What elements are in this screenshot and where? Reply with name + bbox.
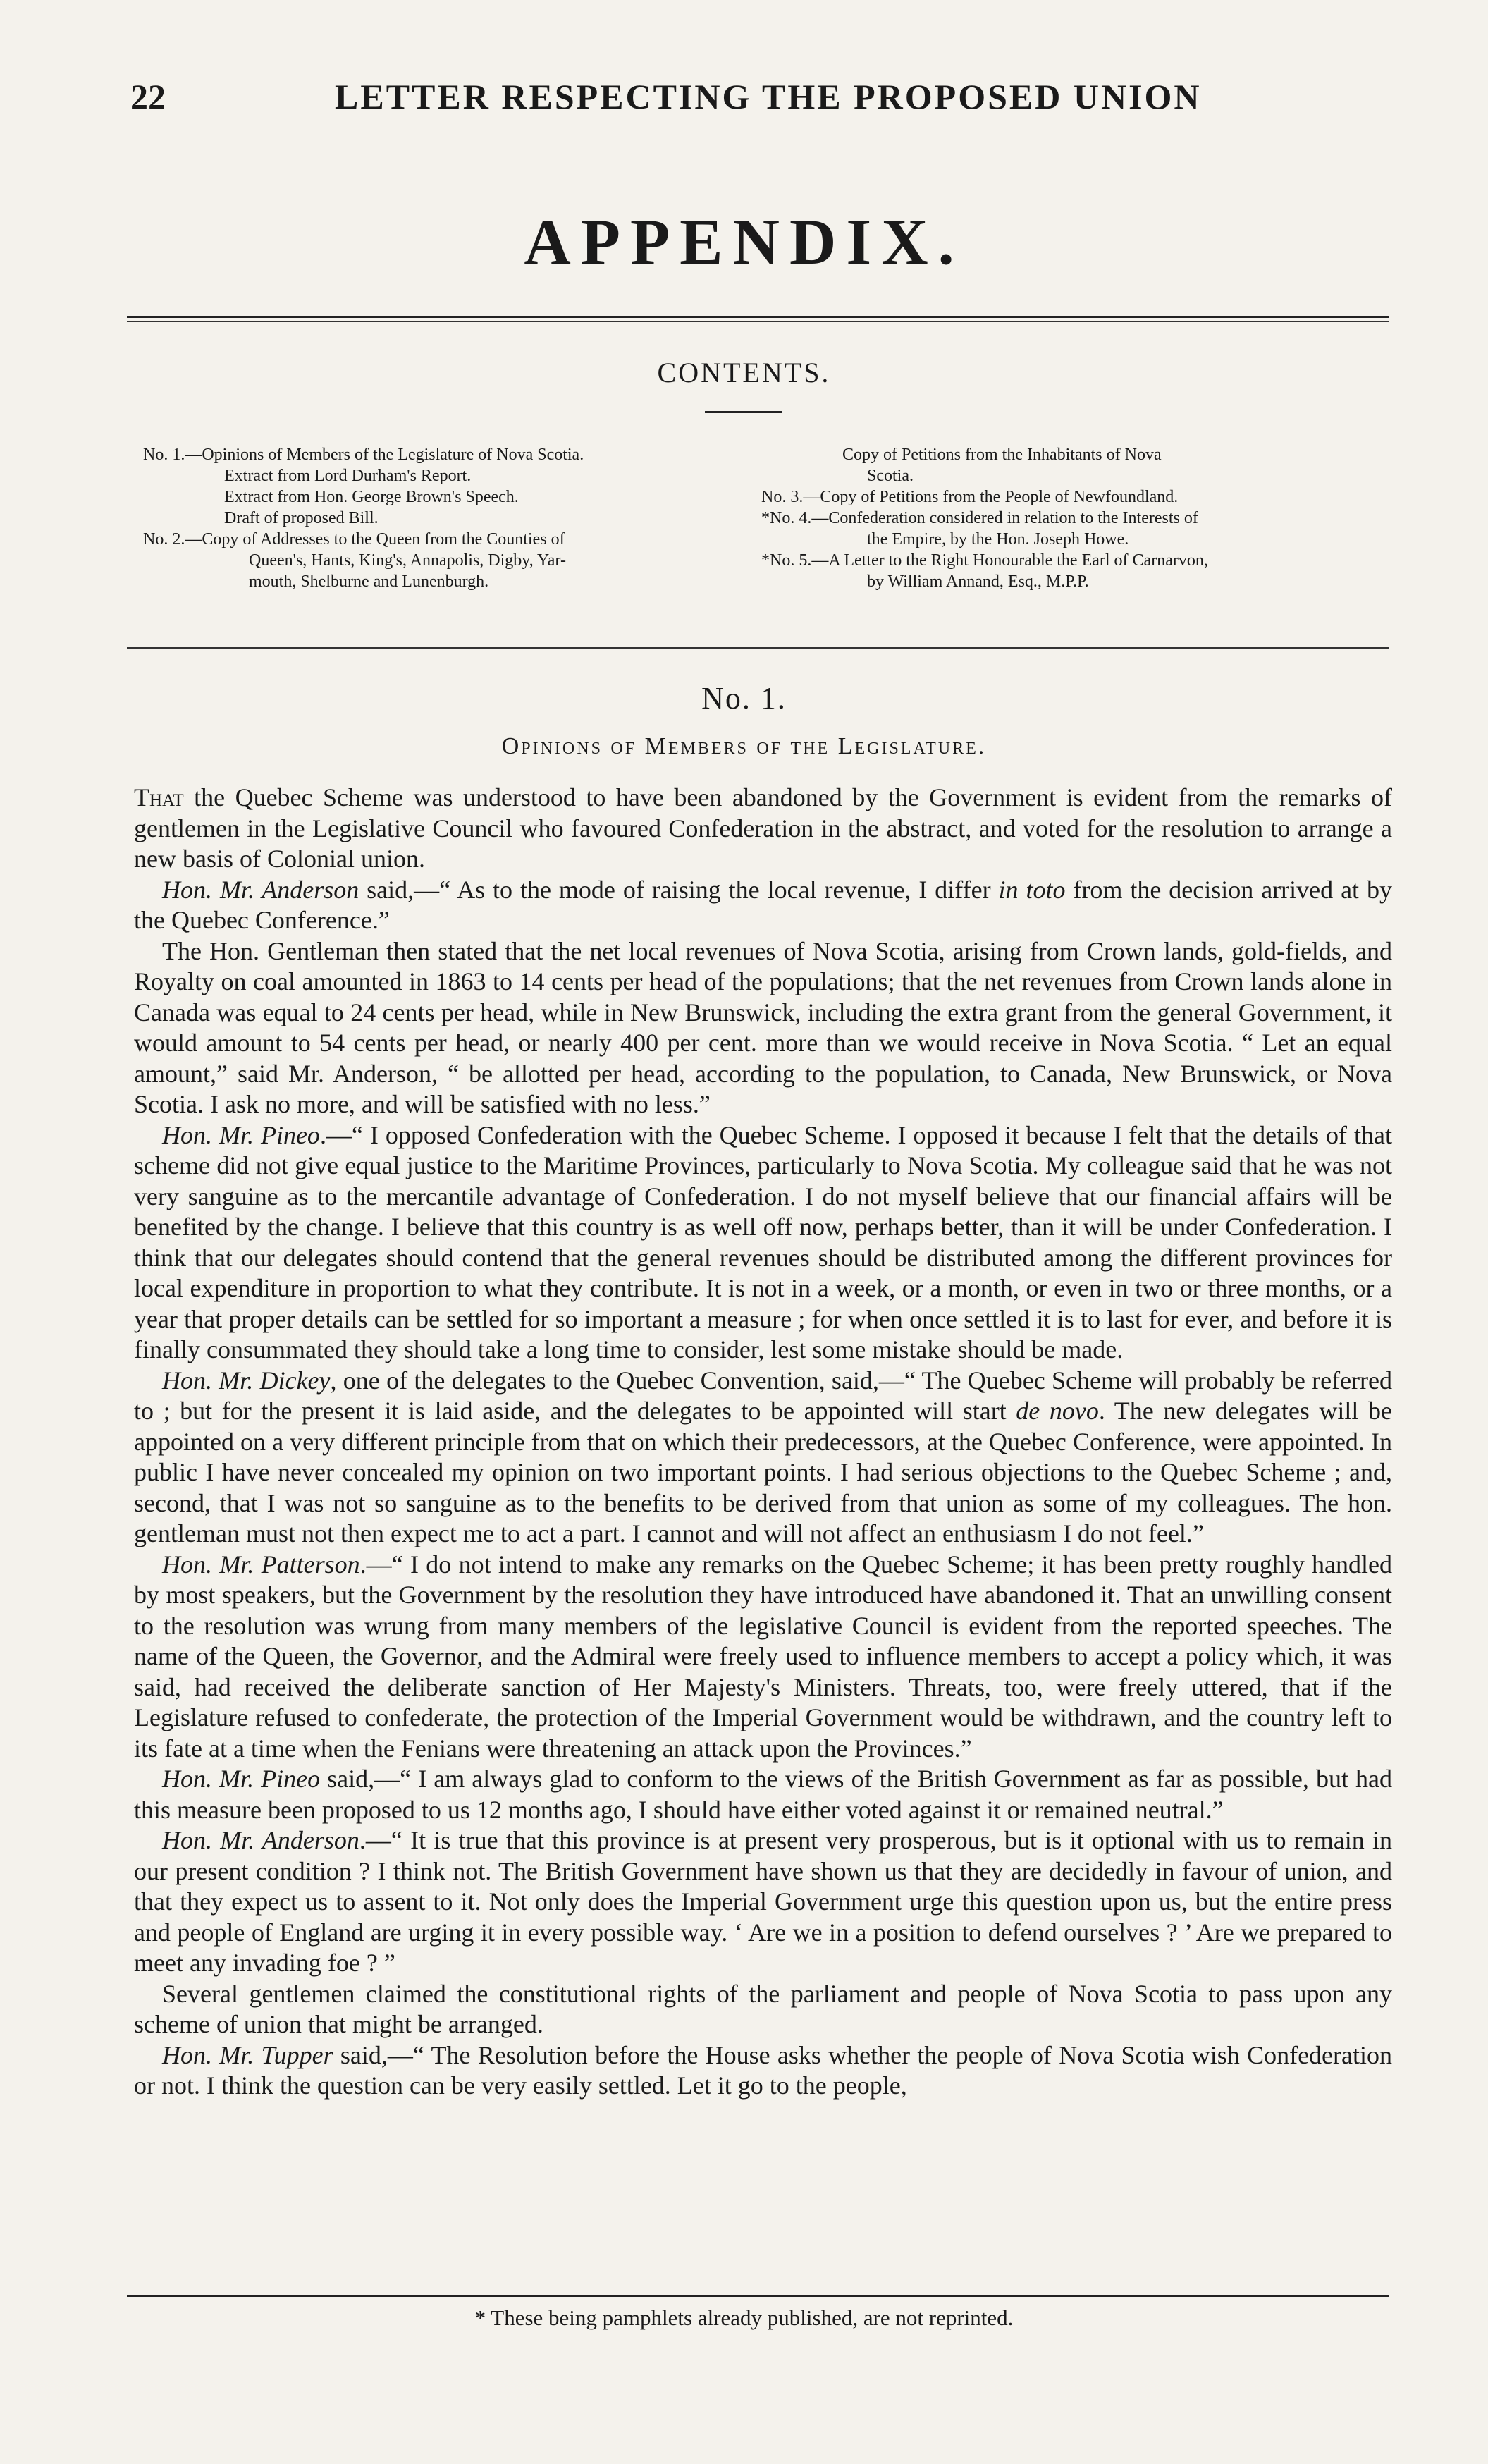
- page-number: 22: [130, 77, 166, 116]
- contents-entry: *No. 4.—Confederation considered in relation to the Interests of: [761, 509, 1198, 527]
- paragraph: [134, 2040, 1392, 2102]
- contents-entry: *No. 5.—A Letter to the Right Honourable the Earl of Carnarvon,: [761, 551, 1208, 570]
- paragraph: [134, 875, 1392, 936]
- contents-right-column: [761, 444, 1396, 592]
- contents-left-column: [143, 444, 749, 592]
- paragraph: [134, 1120, 1392, 1366]
- contents-heading: CONTENTS.: [657, 357, 831, 388]
- emphasis-text: Hon. Mr. Pineo: [162, 1120, 320, 1149]
- paragraph: [134, 783, 1392, 875]
- paragraph: [134, 1366, 1392, 1550]
- body-text: [134, 783, 1392, 2102]
- paragraph: [134, 1979, 1392, 2040]
- contents-entry: Extract from Hon. George Brown's Speech.: [224, 488, 519, 506]
- paragraph-text: .—“ I do not intend to make any remarks on the Quebec Scheme; it has been pretty roughly handled by most speakers, but the Government by the resolution they have introduced have abandoned it. That an unwilling consent to the resolution was wrung from many members of the legislative Council is evident from the reported speeches. The name of the Queen, the Governor, and the Admiral were freely used to influence members to accept a policy which, it was said, had received the deliberate sanction of Her Majesty's Ministers. Threats, too, were freely uttered, that if the Legislature refused to confederate, the protection of the Imperial Government would be withdrawn, and the country left to its fate at a time when the Fenians were threatening an attack upon the Provinces.”: [134, 1550, 1392, 1763]
- emphasis-text: Hon. Mr. Patterson: [162, 1550, 360, 1579]
- emphasis-text: in toto: [998, 875, 1066, 904]
- emphasis-text: Hon. Mr. Tupper: [162, 2040, 333, 2069]
- contents-entry: by William Annand, Esq., M.P.P.: [867, 572, 1089, 591]
- paragraph-text: said,—“ The Resolution before the House asks whether the people of Nova Scotia wish Confederation or not. I think the question can be very easily settled. Let it go to the people,: [134, 2040, 1392, 2100]
- appendix-heading: APPENDIX.: [524, 206, 964, 278]
- paragraph-text: That: [134, 783, 184, 811]
- paragraph-text: the Quebec Scheme was understood to have been abandoned by the Government is evident from the remarks of gentlemen in the Legislative Council who favoured Confederation in the abstract, and voted for the resolution to arrange a new basis of Colonial union.: [134, 783, 1392, 873]
- section-number: No. 1.: [701, 681, 787, 716]
- emphasis-text: Hon. Mr. Anderson: [162, 1826, 359, 1854]
- paragraph-text: .—“ I opposed Confederation with the Quebec Scheme. I opposed it because I felt that the details of that scheme did not give equal justice to the Maritime Provinces, particularly to Nova Scotia. My colleague said that he was not very sanguine as to the mercantile advantage of Confederation. I do not myself believe that our financial affairs will be benefited by the change. I believe that this country is as well off now, perhaps better, than it will be under Confederation. I think that our delegates should contend that the general revenues should be distributed among the different provinces for local expenditure in proportion to what they contribute. It is not in a week, or a month, or even in two or three months, or a year that proper details can be settled for so important a measure ; for when once settled it is to last for ever, and before it is finally consummated they should take a long time to consider, lest some mistake should be made.: [134, 1120, 1393, 1363]
- contents-entry: Draft of proposed Bill.: [224, 509, 379, 527]
- paragraph-text: from the decision arrived at by the Quebec Conference.”: [134, 875, 1392, 934]
- divider-rule: [127, 321, 1389, 322]
- divider-rule: [127, 647, 1389, 649]
- contents-entry: No. 2.—Copy of Addresses to the Queen from the Counties of: [143, 530, 565, 548]
- contents-entry: the Empire, by the Hon. Joseph Howe.: [867, 530, 1129, 548]
- emphasis-text: de novo: [1016, 1397, 1099, 1425]
- contents-entry: Queen's, Hants, King's, Annapolis, Digby, Yar-: [249, 551, 566, 570]
- emphasis-text: Hon. Mr. Anderson: [162, 875, 359, 904]
- contents-entry: Copy of Petitions from the Inhabitants of Nova: [842, 446, 1162, 464]
- contents-entry: No. 3.—Copy of Petitions from the People of Newfoundland.: [761, 488, 1179, 506]
- paragraph: [134, 1825, 1392, 1979]
- paragraph-text: Several gentlemen claimed the constitutional rights of the parliament and people of Nova Scotia to pass upon any scheme of union that might be arranged.: [134, 1979, 1392, 2038]
- paragraph: [134, 1764, 1392, 1825]
- paragraph: [134, 936, 1392, 1120]
- footnote: * These being pamphlets already published, are not reprinted.: [474, 2305, 1014, 2330]
- paragraph-text: . The new delegates will be appointed on a very different principle from that on which their predecessors, at the Quebec Conference, were appointed. In public I have never concealed my opinion on two important points. I had serious objections to the Quebec Scheme ; and, second, that I was not so sanguine as to the benefits to be derived from that union as some of my colleagues. The hon. gentleman must not then expect me to act a part. I cannot and will not affect an enthusiasm I do not feel.”: [134, 1397, 1392, 1547]
- emphasis-text: Hon. Mr. Dickey: [162, 1366, 331, 1395]
- paragraph-text: .—“ It is true that this province is at present very prosperous, but is it optional with us to remain in our present condition ? I think not. The British Government have shown us that they are decidedly in favour of union, and that they expect us to assent to it. Not only does the Imperial Government urge this question upon us, but the entire press and people of England are urging it in every possible way. ‘ Are we in a position to defend ourselves ? ’ Are we prepared to meet any invading foe ? ”: [134, 1826, 1393, 1977]
- paragraph-text: said,—“ I am always glad to conform to the views of the British Government as far as possible, but had this measure been proposed to us 12 months ago, I should have either voted against it or remained neutral.”: [134, 1765, 1392, 1824]
- contents-entry: Scotia.: [867, 467, 914, 485]
- emphasis-text: Hon. Mr. Pineo: [162, 1765, 321, 1793]
- running-title: LETTER RESPECTING THE PROPOSED UNION: [335, 77, 1202, 116]
- footnote-rule: [127, 2295, 1389, 2297]
- paragraph-text: The Hon. Gentleman then stated that the net local revenues of Nova Scotia, arising from Crown lands, gold-fields, and Royalty on coal amounted in 1863 to 14 cents per head of the populations; that the net revenues from Crown lands alone in Canada was equal to 24 cents per head, while in New Brunswick, including the extra grant from the general Government, it would amount to 54 cents per head, or nearly 400 per cent. more than we would receive in Nova Scotia. “ Let an equal amount,” said Mr. Anderson, “ be allotted per head, according to the population, to Canada, New Brunswick, or Nova Scotia. I ask no more, and will be satisfied with no less.”: [134, 936, 1392, 1118]
- contents-entry: No. 1.—Opinions of Members of the Legislature of Nova Scotia.: [143, 446, 584, 464]
- paragraph: [134, 1550, 1392, 1765]
- paragraph-text: , one of the delegates to the Quebec Convention, said,—“ The Quebec Scheme will probably be referred to ; but for the present it is laid aside, and the delegates to be appointed will start: [134, 1366, 1393, 1425]
- contents-entry: Extract from Lord Durham's Report.: [224, 467, 472, 485]
- running-head: [130, 76, 1399, 133]
- contents-underline: [705, 411, 782, 413]
- paragraph-text: said,—“ As to the mode of raising the local revenue, I differ: [359, 875, 999, 904]
- divider-rule: [127, 316, 1389, 318]
- contents-entry: mouth, Shelburne and Lunenburgh.: [249, 572, 489, 591]
- section-title: Opinions of Members of the Legislature.: [501, 733, 987, 759]
